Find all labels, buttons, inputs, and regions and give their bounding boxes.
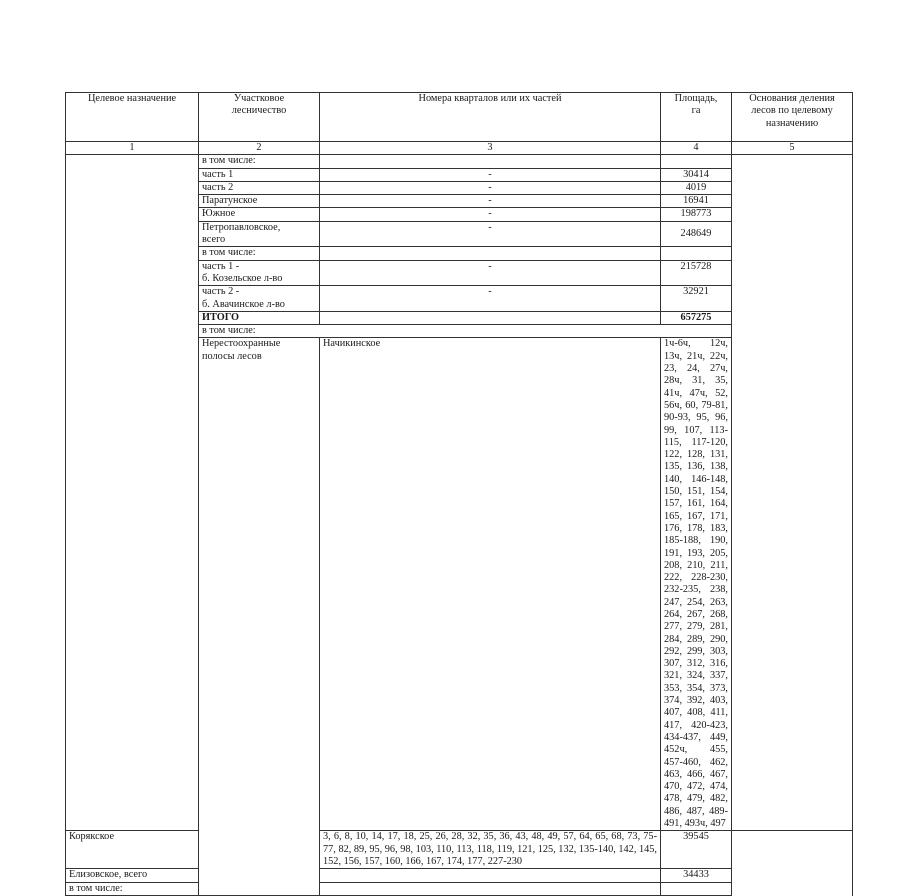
area-cell: 248649 — [661, 221, 732, 247]
forestry-cell: Паратунское — [199, 195, 320, 208]
quarters-cell: 3, 6, 8, 10, 14, 17, 18, 25, 26, 28, 32, 35, 36, 43, 48, 49, 57, 64, 65, 68, 73, 75-77, 82, 89, 95, 96, 98, 103, 110, 113, 118, 119, 121, 125, 132, 135-140, 142, 145, 152, 156, 157, 160, 166, 167, 174, 177, 227-230 — [320, 831, 661, 869]
forestry-cell: часть 2 — [199, 181, 320, 194]
quarters-cell — [320, 882, 661, 895]
column-number: 5 — [732, 142, 853, 155]
quarters-cell — [320, 155, 661, 168]
area-cell — [661, 247, 732, 260]
column-number-row — [66, 142, 853, 155]
forestry-cell: часть 2 - б. Авачинское л-во — [199, 286, 320, 312]
basis-cell-empty — [732, 155, 853, 831]
quarters-cell: - — [320, 260, 661, 286]
forestry-cell: Корякское — [66, 831, 199, 869]
table-header-row — [66, 93, 853, 142]
forest-purpose-table — [65, 92, 853, 896]
quarters-cell: 1ч-6ч, 12ч, 13ч, 21ч, 22ч, 23, 24, 27ч, 28ч, 31, 35, 41ч, 47ч, 52, 56ч, 60, 79-81, 90-93, 95, 96, 99, 107, 113-115, 117-120, 122, 128, 131, 135, 136, 138, 140, 146-148, 150, 151, 154, 157, 161, 164, 165, 167, 171, 176, 178, 183, 185-188, 190, 191, 193, 205, 208, 210, 211, 222, 228-230, 232-235, 238, 247, 254, 263, 264, 267, 268, 277, 279, 281, 284, 289, 290, 292, 299, 303, 307, 312, 316, 321, 324, 337, 353, 354, 373, 374, 392, 403, 407, 408, 411, 417, 420-423, 434-437, 449, 452ч, 455, 457-460, 462, 463, 466, 467, 470, 472, 474, 478, 479, 482, 486, 487, 489-491, 493ч, 497 — [661, 338, 732, 831]
quarters-cell — [320, 311, 661, 324]
header-quarters: Номера кварталов или их частей — [320, 93, 661, 142]
forestry-cell: Елизовское, всего — [66, 869, 199, 882]
header-forestry: Участковое лесничество — [199, 93, 320, 142]
quarters-cell: - — [320, 168, 661, 181]
column-number: 3 — [320, 142, 661, 155]
area-cell: 198773 — [661, 208, 732, 221]
area-cell: 30414 — [661, 168, 732, 181]
purpose-cell-empty — [66, 155, 199, 831]
forestry-cell: в том числе: — [66, 882, 199, 895]
column-number: 2 — [199, 142, 320, 155]
area-cell: 34433 — [661, 869, 732, 882]
area-cell: 32921 — [661, 286, 732, 312]
in-that-label: в том числе: — [199, 325, 853, 338]
forestry-cell: Южное — [199, 208, 320, 221]
quarters-cell: - — [320, 208, 661, 221]
column-number: 4 — [661, 142, 732, 155]
quarters-cell: - — [320, 195, 661, 208]
area-cell: 4019 — [661, 181, 732, 194]
table-row — [66, 869, 853, 882]
area-cell: 39545 — [661, 831, 732, 869]
area-cell — [661, 155, 732, 168]
quarters-cell: - — [320, 286, 661, 312]
header-purpose: Целевое назначение — [66, 93, 199, 142]
header-area: Площадь, га — [661, 93, 732, 142]
forestry-cell: Начикинское — [320, 338, 661, 831]
area-cell: 215728 — [661, 260, 732, 286]
quarters-cell — [320, 869, 661, 882]
purpose-cell: Нерестоохранные полосы лесов — [199, 338, 320, 895]
forestry-cell: часть 1 — [199, 168, 320, 181]
header-basis: Основания деления лесов по целевому назначению — [732, 93, 853, 142]
column-number: 1 — [66, 142, 199, 155]
forestry-cell: Петропавловское, всего — [199, 221, 320, 247]
table-row — [66, 155, 853, 168]
forestry-cell: в том числе: — [199, 247, 320, 260]
quarters-cell — [320, 247, 661, 260]
area-cell: 16941 — [661, 195, 732, 208]
forestry-cell: часть 1 - б. Козельское л-во — [199, 260, 320, 286]
table-row — [66, 831, 853, 869]
forestry-cell: в том числе: — [199, 155, 320, 168]
total-area: 657275 — [661, 311, 732, 324]
total-label: ИТОГО — [199, 311, 320, 324]
area-cell — [661, 882, 732, 895]
quarters-cell: - — [320, 221, 661, 247]
table-row — [66, 882, 853, 895]
quarters-cell: - — [320, 181, 661, 194]
